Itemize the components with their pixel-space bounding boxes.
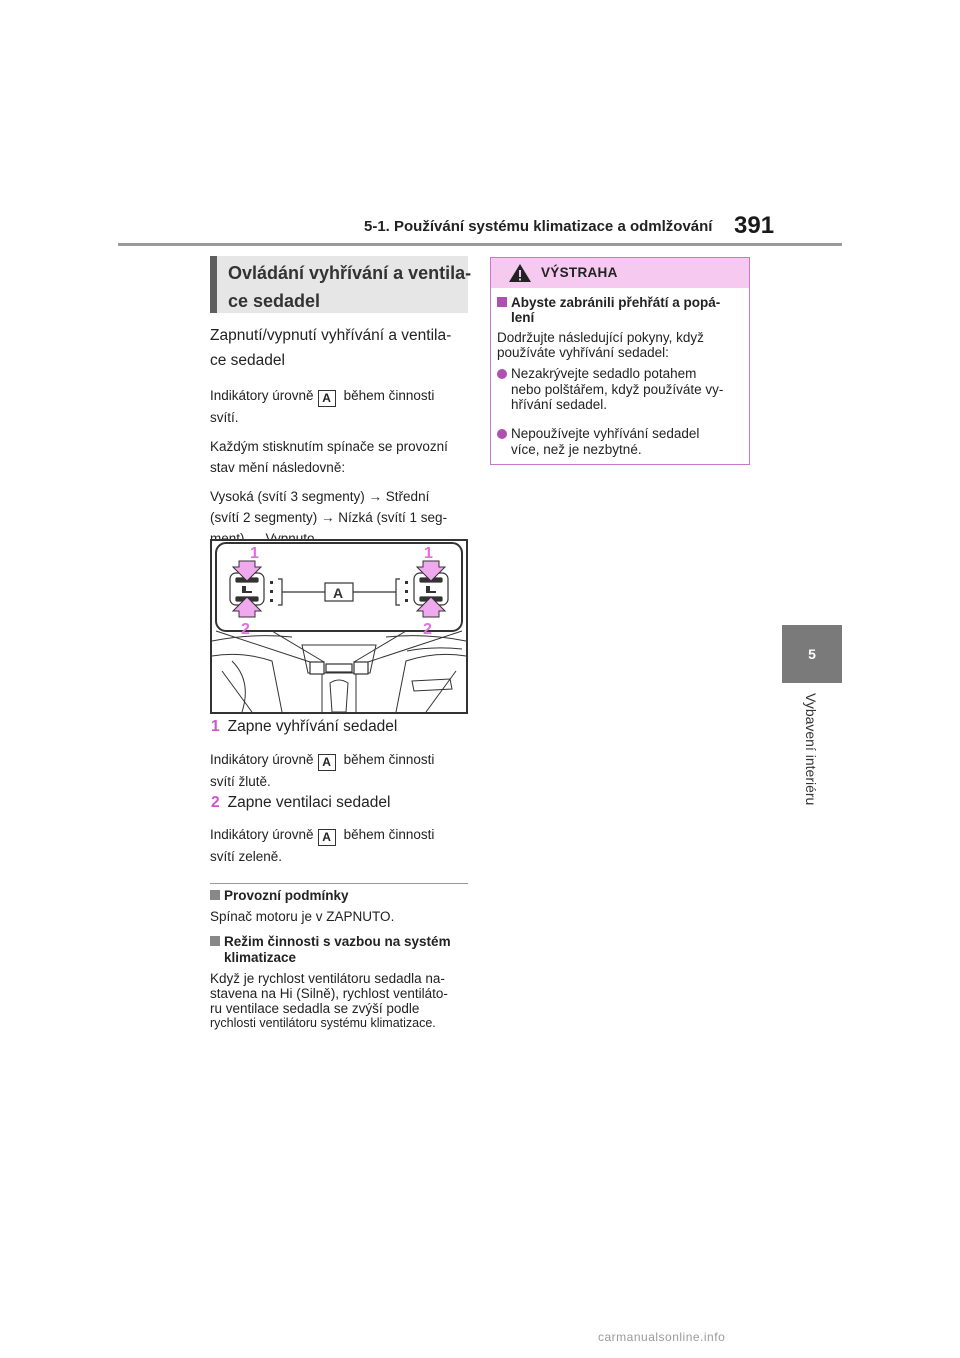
bullet-dot-icon — [497, 369, 507, 379]
warning-bullet-1-line2: nebo polštářem, když používáte vy- — [511, 381, 724, 397]
seat-switch-illustration — [210, 539, 468, 714]
warning-box — [490, 257, 750, 465]
footer-watermark: carmanualsonline.info — [598, 1330, 726, 1344]
warning-subheading-line2: lení — [511, 310, 535, 325]
warning-subheading-line1: Abyste zabránili přehřátí a popá- — [511, 295, 721, 310]
warning-triangle-icon — [508, 263, 532, 283]
chapter-tab-label: Vybavení interiéru — [803, 693, 819, 806]
item-1-number: 1 — [211, 718, 220, 735]
conditions-heading-2-line2: klimatizace — [224, 950, 297, 965]
seat-switch-drawing — [212, 541, 466, 712]
sub-heading — [210, 323, 468, 373]
warning-bullet-1-line3: hřívání sedadel. — [511, 397, 608, 412]
warning-bullet-2-line2: více, než je nezbytné. — [511, 441, 642, 457]
label-a-badge: A — [318, 829, 336, 846]
item-2-ind-post1: během činnosti — [343, 827, 435, 842]
warning-text-line2: používáte vyhřívání sedadel: — [497, 345, 669, 360]
chapter-tab: 5 — [782, 625, 842, 683]
label-a-badge: A — [318, 754, 336, 771]
item-2-ind-post2: svítí zeleně. — [210, 849, 283, 864]
sequence-line2: (svítí 2 segmenty) → Nízká (svítí 1 seg- — [210, 510, 448, 525]
indicator-pre: Indikátory úrovně — [210, 388, 314, 403]
conditions-heading-1-text: Provozní podmínky — [224, 888, 349, 903]
change-line2: stav mění následovně: — [210, 460, 346, 475]
change-line1: Každým stisknutím spínače se provozní — [210, 439, 448, 454]
conditions-heading-1 — [210, 888, 468, 904]
conditions-text-2-line2: stavena na Hi (Silně), rychlost ventiláto- — [210, 986, 448, 1001]
indicator-post2: svítí. — [210, 410, 239, 425]
item-1-ind-post2: svítí žlutě. — [210, 774, 271, 789]
conditions-text-2-line1: Když je rychlost ventilátoru sedadla na- — [210, 971, 445, 986]
item-2-ind-pre: Indikátory úrovně — [210, 827, 314, 842]
warning-bullet-2-line1: Nepoužívejte vyhřívání sedadel — [511, 426, 700, 441]
item-1-text: Zapne vyhřívání sedadel — [227, 718, 398, 735]
conditions-heading-2-line1: Režim činnosti s vazbou na systém — [224, 934, 451, 949]
section-heading-line1: Ovládání vyhřívání a ventila- — [228, 263, 472, 283]
callout-2-left: 2 — [241, 621, 250, 638]
indicator-post1: během činnosti — [343, 388, 435, 403]
left-column — [210, 256, 472, 549]
conditions-text-2-line3: ru ventilace sedadla se zvýší podle — [210, 1001, 420, 1016]
section-divider — [210, 883, 468, 884]
label-a-badge: A — [318, 390, 336, 407]
warning-text — [497, 330, 747, 360]
sub-heading-line1: Zapnutí/vypnutí vyhřívání a ventila- — [210, 327, 452, 344]
item-2-number: 2 — [211, 794, 220, 811]
item-1-indicator — [210, 749, 468, 792]
item-1-ind-pre: Indikátory úrovně — [210, 752, 314, 767]
chapter-title: 5-1. Používání systému klimatizace a odmlžování — [364, 218, 713, 235]
conditions-text-1: Spínač motoru je v ZAPNUTO. — [210, 909, 395, 924]
callout-1-right: 1 — [424, 545, 433, 562]
sub-heading-line2: ce sedadel — [210, 352, 285, 369]
conditions-text-2-line4: rychlosti ventilátoru systému klimatizace. — [210, 1016, 436, 1030]
callout-2-right: 2 — [423, 621, 432, 638]
conditions-text-2 — [210, 971, 468, 1031]
indicator-paragraph — [210, 385, 468, 428]
page-number: 391 — [734, 212, 775, 239]
header-rule — [118, 243, 842, 246]
warning-bullet-1 — [497, 366, 747, 413]
square-bullet-icon — [210, 890, 220, 900]
warning-bullet-1-line1: Nezakrývejte sedadlo potahem — [511, 366, 697, 381]
warning-header — [491, 258, 749, 288]
figure-label-a: A — [333, 585, 344, 601]
bullet-dot-icon — [497, 429, 507, 439]
item-2-text: Zapne ventilaci sedadel — [227, 794, 391, 811]
sequence-line1: Vysoká (svítí 3 segmenty) → Střední — [210, 489, 430, 504]
item-2-indicator — [210, 824, 468, 867]
item-1 — [211, 718, 397, 736]
item-2 — [211, 794, 390, 812]
item-1-ind-post1: během činnosti — [343, 752, 435, 767]
square-bullet-icon — [497, 297, 507, 307]
callout-1-left: 1 — [250, 545, 259, 562]
section-heading — [210, 256, 472, 313]
warning-text-line1: Dodržujte následující pokyny, když — [497, 330, 704, 345]
warning-bullet-2 — [497, 426, 747, 457]
square-bullet-icon — [210, 936, 220, 946]
warning-title: VÝSTRAHA — [541, 265, 618, 280]
change-paragraph — [210, 436, 468, 478]
warning-subheading — [497, 295, 747, 325]
conditions-heading-2 — [210, 934, 468, 966]
section-heading-line2: ce sedadel — [228, 291, 321, 311]
